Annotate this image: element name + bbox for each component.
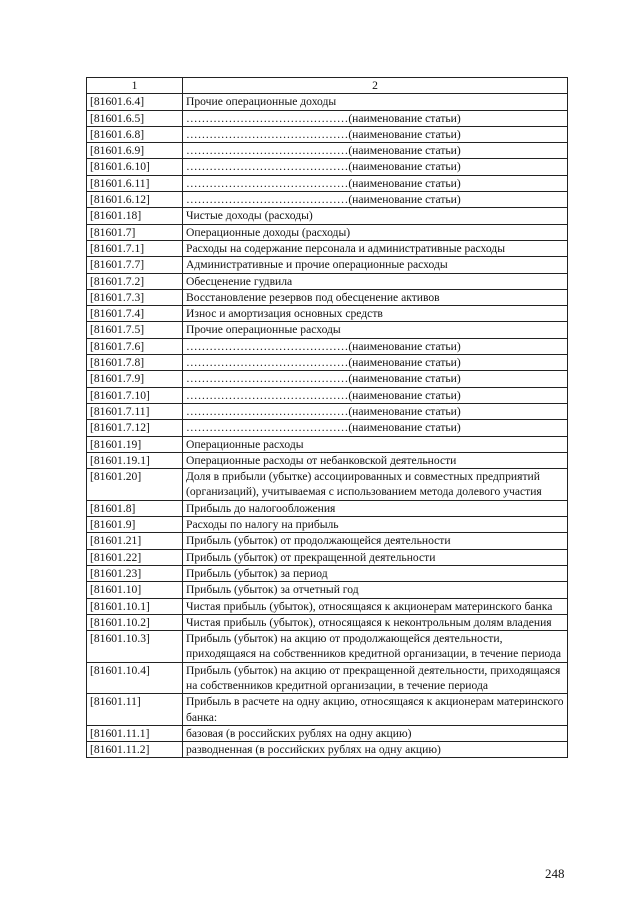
table-row (87, 420, 568, 436)
row-code: [81601.7.12] (87, 420, 183, 436)
row-name: Прибыль (убыток) от продолжающейся деятельности (183, 533, 568, 549)
row-code: [81601.20] (87, 469, 183, 501)
table-row (87, 126, 568, 142)
table-row (87, 533, 568, 549)
row-code: [81601.7.5] (87, 322, 183, 338)
row-code: [81601.18] (87, 208, 183, 224)
row-code: [81601.7.11] (87, 403, 183, 419)
row-name: Прочие операционные доходы (183, 94, 568, 110)
table-row (87, 694, 568, 726)
row-name: Чистые доходы (расходы) (183, 208, 568, 224)
table-row (87, 338, 568, 354)
row-code: [81601.7.7] (87, 257, 183, 273)
table-row (87, 598, 568, 614)
row-name: ……………………………………(наименование статьи) (183, 371, 568, 387)
row-name: ……………………………………(наименование статьи) (183, 175, 568, 191)
row-code: [81601.23] (87, 565, 183, 581)
row-name: Операционные расходы (183, 436, 568, 452)
table-row (87, 387, 568, 403)
row-code: [81601.6.10] (87, 159, 183, 175)
row-name: Доля в прибыли (убытке) ассоциированных и совместных предприятий (организаций), учитываемая с использованием метода долевого участия (183, 469, 568, 501)
row-code: [81601.11.1] (87, 725, 183, 741)
row-code: [81601.10.1] (87, 598, 183, 614)
row-code: [81601.6.4] (87, 94, 183, 110)
table-body (87, 94, 568, 758)
table-row (87, 355, 568, 371)
row-code: [81601.7] (87, 224, 183, 240)
page-number: 248 (545, 866, 565, 881)
row-code: [81601.7.2] (87, 273, 183, 289)
table-row (87, 436, 568, 452)
row-name: Расходы по налогу на прибыль (183, 517, 568, 533)
row-name: Операционные расходы от небанковской деятельности (183, 452, 568, 468)
row-code: [81601.6.11] (87, 175, 183, 191)
row-name: Прибыль (убыток) на акцию от продолжающейся деятельности, приходящаяся на собственников кредитной организации, в течение периода (183, 631, 568, 663)
row-code: [81601.7.3] (87, 289, 183, 305)
row-name: ……………………………………(наименование статьи) (183, 387, 568, 403)
row-name: Прибыль до налогообложения (183, 500, 568, 516)
row-name: разводненная (в российских рублях на одну акцию) (183, 742, 568, 758)
table-row (87, 257, 568, 273)
table-row (87, 175, 568, 191)
row-code: [81601.7.8] (87, 355, 183, 371)
header-col-2: 2 (183, 78, 568, 94)
row-name: Прибыль (убыток) за период (183, 565, 568, 581)
row-code: [81601.9] (87, 517, 183, 533)
row-code: [81601.7.1] (87, 240, 183, 256)
table-row (87, 742, 568, 758)
row-name: Чистая прибыль (убыток), относящаяся к неконтрольным долям владения (183, 614, 568, 630)
row-name: базовая (в российских рублях на одну акцию) (183, 725, 568, 741)
table-row (87, 94, 568, 110)
row-name: Расходы на содержание персонала и административные расходы (183, 240, 568, 256)
report-table (86, 77, 568, 758)
table-row (87, 614, 568, 630)
row-name: Прибыль (убыток) за отчетный год (183, 582, 568, 598)
row-code: [81601.22] (87, 549, 183, 565)
row-code: [81601.19] (87, 436, 183, 452)
table-row (87, 403, 568, 419)
table-row (87, 273, 568, 289)
row-name: Прибыль (убыток) на акцию от прекращенной деятельности, приходящаяся на собственников кредитной организации, в течение периода (183, 662, 568, 694)
table-row (87, 500, 568, 516)
row-name: ……………………………………(наименование статьи) (183, 355, 568, 371)
row-name: Обесценение гудвила (183, 273, 568, 289)
table-row (87, 192, 568, 208)
table-row (87, 306, 568, 322)
row-code: [81601.6.12] (87, 192, 183, 208)
table-row (87, 289, 568, 305)
table-row (87, 224, 568, 240)
table-row (87, 322, 568, 338)
table-row (87, 565, 568, 581)
row-code: [81601.8] (87, 500, 183, 516)
row-name: Прибыль (убыток) от прекращенной деятельности (183, 549, 568, 565)
row-code: [81601.11] (87, 694, 183, 726)
table-row (87, 143, 568, 159)
table-row (87, 469, 568, 501)
header-col-1: 1 (87, 78, 183, 94)
row-name: Восстановление резервов под обесценение активов (183, 289, 568, 305)
table-row (87, 452, 568, 468)
row-name: ……………………………………(наименование статьи) (183, 420, 568, 436)
table-row (87, 582, 568, 598)
row-code: [81601.10] (87, 582, 183, 598)
table-row (87, 240, 568, 256)
row-code: [81601.7.9] (87, 371, 183, 387)
table-row (87, 631, 568, 663)
row-code: [81601.6.9] (87, 143, 183, 159)
table-row (87, 208, 568, 224)
row-code: [81601.6.5] (87, 110, 183, 126)
table-row (87, 725, 568, 741)
row-code: [81601.7.10] (87, 387, 183, 403)
row-code: [81601.10.4] (87, 662, 183, 694)
table-row (87, 662, 568, 694)
row-name: Чистая прибыль (убыток), относящаяся к акционерам материнского банка (183, 598, 568, 614)
row-name: ……………………………………(наименование статьи) (183, 110, 568, 126)
row-name: ……………………………………(наименование статьи) (183, 403, 568, 419)
row-name: ……………………………………(наименование статьи) (183, 192, 568, 208)
row-code: [81601.7.4] (87, 306, 183, 322)
table-row (87, 159, 568, 175)
table-header-row (87, 78, 568, 94)
row-code: [81601.6.8] (87, 126, 183, 142)
row-name: ……………………………………(наименование статьи) (183, 159, 568, 175)
row-name: Износ и амортизация основных средств (183, 306, 568, 322)
row-name: ……………………………………(наименование статьи) (183, 338, 568, 354)
table-row (87, 371, 568, 387)
row-name: ……………………………………(наименование статьи) (183, 126, 568, 142)
row-code: [81601.21] (87, 533, 183, 549)
row-code: [81601.19.1] (87, 452, 183, 468)
table-row (87, 517, 568, 533)
row-name: Административные и прочие операционные расходы (183, 257, 568, 273)
row-name: ……………………………………(наименование статьи) (183, 143, 568, 159)
row-name: Операционные доходы (расходы) (183, 224, 568, 240)
row-code: [81601.10.2] (87, 614, 183, 630)
table-row (87, 549, 568, 565)
row-code: [81601.11.2] (87, 742, 183, 758)
table-row (87, 110, 568, 126)
row-code: [81601.10.3] (87, 631, 183, 663)
row-name: Прибыль в расчете на одну акцию, относящаяся к акционерам материнского банка: (183, 694, 568, 726)
row-name: Прочие операционные расходы (183, 322, 568, 338)
row-code: [81601.7.6] (87, 338, 183, 354)
